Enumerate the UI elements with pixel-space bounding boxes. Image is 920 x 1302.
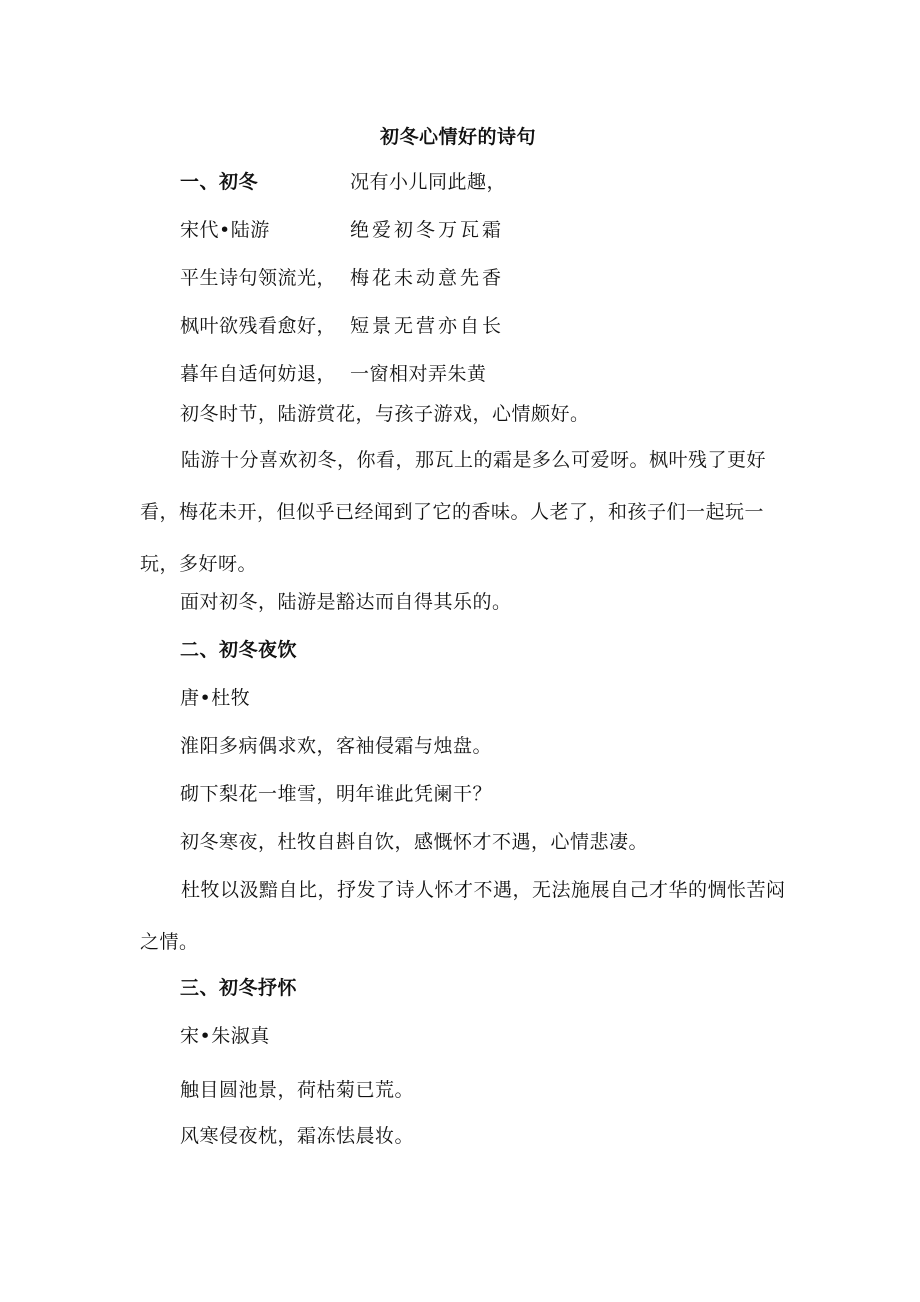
section3-poem-line-2: 风寒侵夜枕，霜冻怯晨妆。 (180, 1125, 415, 1147)
section2-heading: 二、初冬夜饮 (180, 639, 298, 661)
section1-poem-right-line-5: 一窗相对弄朱黄 (350, 363, 487, 385)
document-title: 初冬心情好的诗句 (380, 126, 537, 148)
section1-author: 宋代•陆游 (180, 219, 270, 241)
section3-heading: 三、初冬抒怀 (180, 977, 298, 999)
section2-author: 唐•杜牧 (180, 687, 251, 709)
section2-poem-line-1: 淮阳多病偶求欢，客袖侵霜与烛盘。 (180, 735, 493, 757)
section2-analysis: 杜牧以汲黯自比，抒发了诗人怀才不遇，无法施展自己才华的惆怅苦闷之情。 (140, 879, 786, 953)
section1-poem-right-line-4: 短景无营亦自长 (350, 315, 505, 337)
section1-poem-right-line-3: 梅花未动意先香 (350, 267, 505, 289)
section1-poem-right-line-1: 况有小儿同此趣， (350, 171, 507, 193)
section1-poem-left-line-1: 平生诗句领流光， (180, 267, 337, 289)
section1-poem-left-line-3: 暮年自适何妨退， (180, 363, 337, 385)
section2-summary: 初冬寒夜，杜牧自斟自饮，感慨怀才不遇，心情悲凄。 (180, 831, 649, 853)
section1-poem-right-line-2: 绝爱初冬万瓦霜 (350, 219, 505, 241)
section1-conclusion: 面对初冬，陆游是豁达而自得其乐的。 (180, 591, 512, 613)
section1-analysis: 陆游十分喜欢初冬，你看，那瓦上的霜是多么可爱呀。枫叶残了更好看，梅花未开，但似乎已经闻到了它的香味。人老了，和孩子们一起玩一玩，多好呀。 (140, 449, 767, 575)
section3-author: 宋•朱淑真 (180, 1025, 270, 1047)
section2-poem-line-2: 砌下梨花一堆雪，明年谁此凭阑干？ (180, 783, 493, 805)
section1-poem-left-line-2: 枫叶欲残看愈好， (180, 315, 337, 337)
section1-heading: 一、初冬 (180, 171, 259, 193)
section3-poem-line-1: 触目圆池景，荷枯菊已荒。 (180, 1079, 415, 1101)
section1-summary: 初冬时节，陆游赏花，与孩子游戏，心情颇好。 (180, 403, 590, 425)
